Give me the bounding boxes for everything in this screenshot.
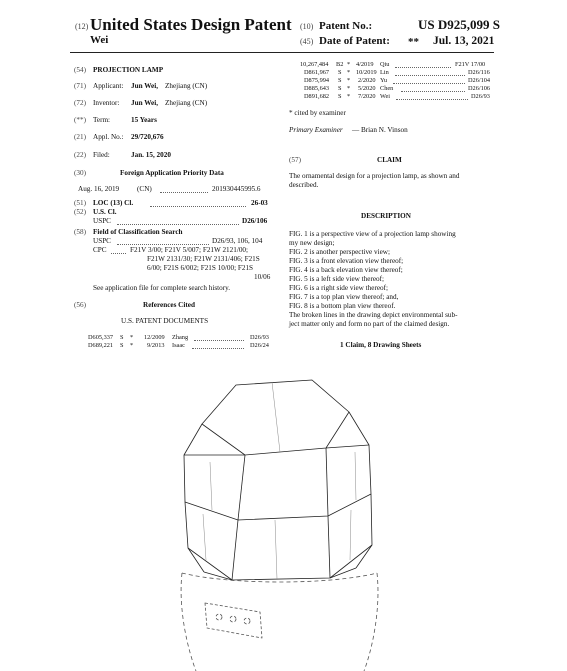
loc-label: LOC (13) Cl.: [93, 199, 134, 207]
cpc-line: 6/00; F21S 6/002; F21S 10/00; F21S: [147, 264, 254, 272]
title-of-design: PROJECTION LAMP: [93, 66, 164, 74]
description-heading: DESCRIPTION: [361, 212, 411, 220]
primary-examiner-label: Primary Examiner: [289, 126, 343, 134]
search-uspc-value: D26/93, 106, 104: [212, 237, 263, 245]
control-panel: [205, 603, 262, 638]
claim-heading: CLAIM: [377, 156, 402, 164]
search-uspc-label: USPC: [93, 237, 111, 245]
description-line: The broken lines in the drawing depict environmental sub-: [289, 311, 458, 319]
code-45: (45): [300, 37, 314, 46]
description-line: FIG. 8 is a bottom plan view thereof.: [289, 302, 396, 310]
description-line: my new design;: [289, 239, 335, 247]
inventor-name: Jun Wei,: [131, 99, 159, 107]
inventor-surname: Wei: [90, 34, 109, 46]
search-history-note: See application file for complete search history.: [93, 284, 231, 292]
code-52: (52): [74, 208, 86, 216]
references-cited-title: References Cited: [143, 301, 195, 309]
code-12: (12): [75, 22, 89, 31]
term-asterisks: **: [408, 36, 419, 48]
right-references-list: 10,267,484 B2 * 4/2019 Qiu F21V 17/00 D861,967 S * 10/2019 Lin D26/116 D875,994 S * 2/2020 Yu D26/104 D885,643 S * 5/2020 Chen D26/106 D891,682 S * 7/2020 Wei D26/93: [300, 61, 491, 100]
code-72: (72): [74, 99, 86, 107]
priority-country: (CN): [137, 185, 152, 193]
description-line: FIG. 1 is a perspective view of a projection lamp showing: [289, 230, 456, 238]
term-value: 15 Years: [131, 116, 157, 124]
primary-examiner-name: — Brian N. Vinson: [352, 126, 408, 134]
appl-no-value: 29/720,676: [131, 133, 164, 141]
filed-date: Jan. 15, 2020: [131, 151, 171, 159]
claim-text: The ornamental design for a projection lamp, as shown and: [289, 172, 460, 180]
term-label: Term:: [93, 116, 111, 124]
left-references-list: D605,337 S * 12/2009 Zhang D26/93 D689,221 S * 9/2013 Isaac D26/24: [88, 334, 269, 349]
classification-search-title: Field of Classification Search: [93, 228, 183, 236]
description-line: ject matter only and form no part of the claimed design.: [289, 320, 450, 328]
code-term: (**): [74, 116, 86, 124]
code-54: (54): [74, 66, 86, 74]
description-line: FIG. 7 is a top plan view thereof; and,: [289, 293, 399, 301]
uspc-label: USPC: [93, 217, 111, 225]
base-dome: [181, 573, 378, 671]
cpc-line: 10/06: [254, 273, 271, 281]
applicant-place: Zhejiang (CN): [165, 82, 208, 90]
code-21: (21): [74, 133, 86, 141]
code-30: (30): [74, 169, 86, 177]
claim-text: described.: [289, 181, 319, 189]
patent-no-label: Patent No.:: [319, 20, 373, 32]
applicant-label: Applicant:: [93, 82, 124, 90]
code-10: (10): [300, 22, 314, 31]
description-line: FIG. 2 is another perspective view;: [289, 248, 390, 256]
patent-type-title: United States Design Patent: [90, 15, 292, 34]
search-cpc-label: CPC: [93, 246, 107, 254]
priority-title: Foreign Application Priority Data: [120, 169, 224, 177]
inventor-place: Zhejiang (CN): [165, 99, 208, 107]
loc-value: 26-03: [251, 199, 268, 207]
code-58: (58): [74, 228, 86, 236]
us-cl-label: U.S. Cl.: [93, 208, 117, 216]
code-22: (22): [74, 151, 86, 159]
inventor-label: Inventor:: [93, 99, 120, 107]
priority-date: Aug. 16, 2019: [78, 185, 120, 193]
code-57: (57): [289, 156, 301, 164]
date-of-patent-label: Date of Patent:: [319, 35, 390, 47]
description-line: FIG. 3 is a front elevation view thereof;: [289, 257, 404, 265]
cpc-line: F21W 2131/30; F21W 2131/406; F21S: [147, 255, 260, 263]
applicant-name: Jun Wei,: [131, 82, 159, 90]
claims-drawings-summary: 1 Claim, 8 Drawing Sheets: [340, 341, 422, 349]
patent-date: Jul. 13, 2021: [433, 35, 495, 47]
us-patent-documents-heading: U.S. PATENT DOCUMENTS: [121, 317, 209, 325]
patent-number: US D925,099 S: [418, 17, 500, 32]
uspc-value: D26/106: [242, 217, 268, 225]
description-line: FIG. 5 is a left side view thereof;: [289, 275, 385, 283]
description-line: FIG. 4 is a back elevation view thereof;: [289, 266, 403, 274]
cpc-line: F21V 3/00; F21V 5/007; F21W 2121/00;: [130, 246, 249, 254]
code-51: (51): [74, 199, 86, 207]
shading-lines: [203, 382, 356, 579]
code-71: (71): [74, 82, 86, 90]
code-56: (56): [74, 301, 86, 309]
cited-by-examiner-note: * cited by examiner: [289, 109, 346, 117]
lamp-body: [184, 380, 372, 580]
description-line: FIG. 6 is a right side view thereof;: [289, 284, 389, 292]
appl-no-label: Appl. No.:: [93, 133, 124, 141]
priority-number: 201930445995.6: [212, 185, 261, 193]
filed-label: Filed:: [93, 151, 110, 159]
